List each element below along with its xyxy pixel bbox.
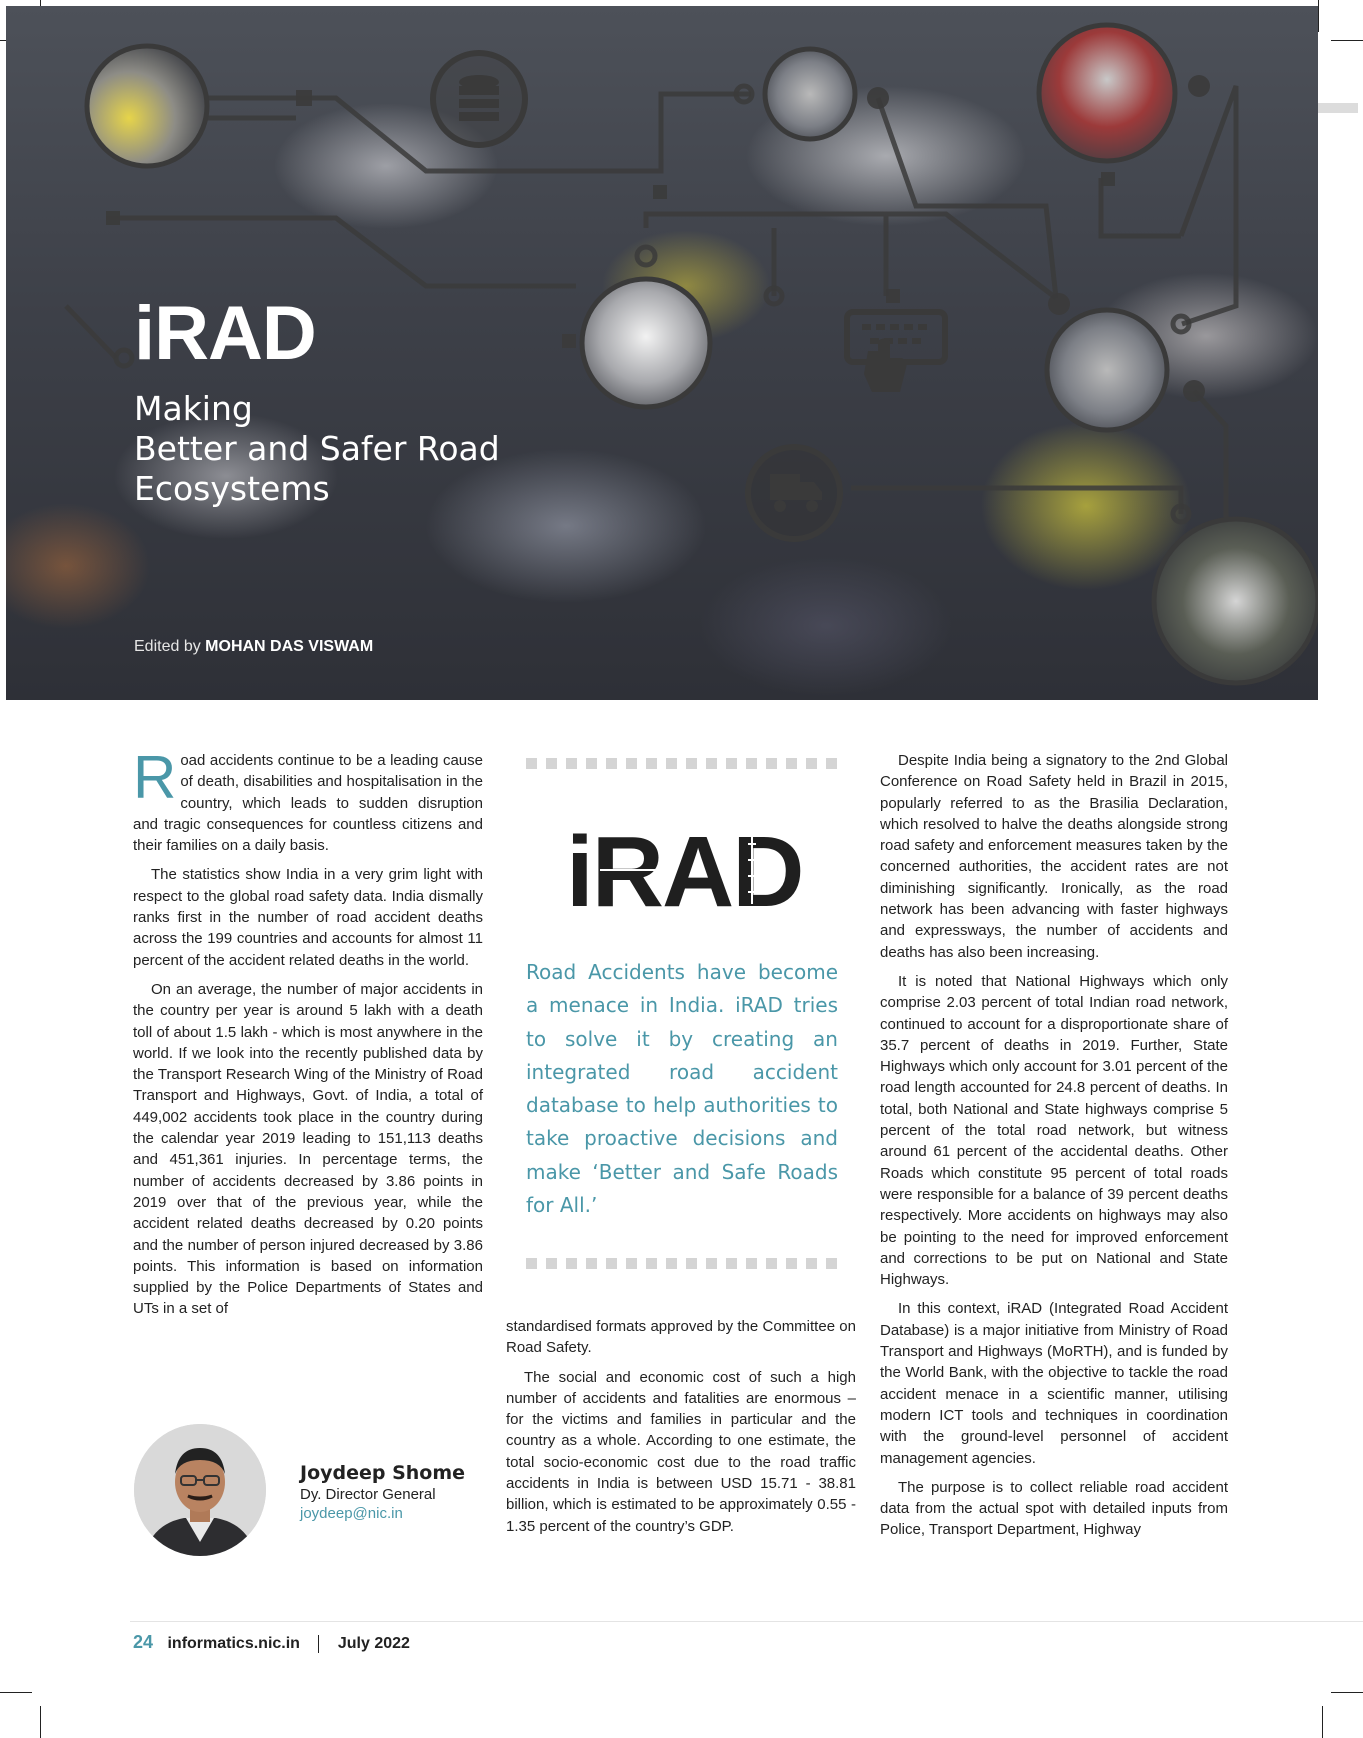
traffic-photo-circle (1047, 310, 1167, 430)
keyboard-touch-icon (847, 312, 945, 392)
article-paragraph: standardised formats approved by the Committee on Road Safety. (506, 1318, 856, 1357)
editor-prefix: Edited by (134, 638, 201, 655)
article-paragraph: The purpose is to collect reliable road accident data from the actual spot with detailed inputs from Police, Transport Department, Highway (880, 1478, 1228, 1539)
footer-separator (318, 1635, 319, 1653)
editor-credit (134, 638, 373, 656)
hero-subtitle-line: Better and Safer Road (134, 429, 500, 468)
article-paragraph: In this context, iRAD (Integrated Road Accident Database) is a major initiative from Ministry of Road Transport and Highways (MoRTH), and is funded by the World Bank, with the objective to tackle the road accident menace in a scientific manner, utilising modern ICT tools and techniques in coordination with the ground-level personnel of accident management agencies. (880, 1300, 1228, 1467)
hero-subtitle (134, 389, 554, 509)
traffic-photo-circle (87, 46, 207, 166)
traffic-photo-circle (765, 49, 855, 139)
crop-mark (1322, 1706, 1323, 1738)
page-edge-bar (1318, 103, 1358, 113)
logo-text: iRAD (566, 820, 803, 910)
author-role: Dy. Director General (300, 1486, 436, 1503)
article-column-1 (133, 744, 483, 1328)
truck-icon (748, 447, 840, 539)
author-avatar (134, 1424, 266, 1556)
article-paragraph: Despite India being a signatory to the 2nd Global Conference on Road Safety held in Brazil in 2015, popularly referred to as the Brasilia Declaration, which resolved to halve the deaths alongside strong road safety and enforcement measures taken by the concerned authorities, the accident rates are not diminishing significantly. Ironically, as the road network has been advancing with faster highways and expressways, the number of accidents and deaths has also been increasing. (880, 752, 1228, 961)
dotted-divider (526, 758, 840, 769)
page-footer (133, 1632, 410, 1653)
hero-title: iRAD (134, 291, 316, 376)
irad-logo (560, 820, 810, 910)
article-paragraph: The social and economic cost of such a high number of accidents and fatalities are enormous – for the victims and families in particular and the country as a whole. According to one estimate, the total socio-economic cost due to the road traffic accidents in India is between USD 15.71 - 38.81 billion, which is estimated to be approximately 0.55 - 1.35 percent of the country’s GDP. (506, 1368, 856, 1535)
traffic-photo-circle (582, 279, 710, 407)
traffic-photo-circle (1154, 519, 1318, 683)
crop-mark (1318, 0, 1319, 32)
crop-mark (1331, 1692, 1363, 1693)
author-portrait (134, 1424, 266, 1556)
page-number: 24 (133, 1632, 154, 1652)
crop-mark (40, 1706, 41, 1738)
pull-quote: Road Accidents have become a menace in India. iRAD tries to solve it by creating an integrated road accident database to help authorities to take proactive decisions and make ‘Better and Safe Roads for All.’ (526, 960, 838, 1218)
footer-divider (130, 1621, 1363, 1622)
database-icon (433, 53, 525, 145)
hero-subtitle-line: Making (134, 389, 253, 428)
crop-mark (1331, 40, 1363, 41)
author-name: Joydeep Shome (300, 1462, 466, 1484)
article-paragraph: The statistics show India in a very grim light with respect to the global road safety data. India dismally ranks first in the number of road accident deaths across the 199 countries and accounts for almost 11 percent of the accident related deaths in the world. (133, 866, 483, 969)
article-paragraph: On an average, the number of major accidents in the country per year is around 5 lakh with a death toll of about 1.5 lakh - which is most anywhere in the world. If we look into the recently published data by the Transport Research Wing of the Ministry of Road Transport and Highways, Govt. of India, a total of 449,002 accidents took place in the country during the calendar year 2019 leading to 151,113 deaths and 451,361 injuries. In percentage terms, the number of accidents decreased by 3.86 points in 2019 over that of the previous year, while the accident related deaths decreased by 0.20 points and the number of person injured decreased by 3.86 points. This information is based on information supplied by the Police Departments of States and UTs in a set of (133, 980, 483, 1318)
paragraph-text: oad accidents continue to be a leading cause of death, disabilities and hospitalisation in the country, which leads to sudden disruption and tragic consequences for countless citizens and their families on a daily basis. (133, 752, 483, 855)
irad-logo-graphic (560, 820, 810, 910)
dotted-divider (526, 1258, 840, 1269)
article-column-2 (506, 1316, 856, 1545)
author-email-link[interactable]: joydeep@nic.in (300, 1505, 403, 1522)
hero-subtitle-line: Ecosystems (134, 469, 330, 508)
traffic-photo-circle (1039, 25, 1175, 161)
article-column-3 (880, 750, 1228, 1549)
article-paragraph: It is noted that National Highways which only comprise 2.03 percent of total Indian road network, continued to account for a disproportionate share of 35.7 percent of deaths in 2019. Further, State Highways which only account for 3.01 percent of the road length accounted for 24.8 percent of deaths. In total, both National and State highways comprise 5 percent of the total road network, but witness around 61 percent of the accidental deaths. Other Roads which constitute 95 percent of total roads were responsible for a balance of 39 percent deaths respectively. More accidents on highways may also be pointing to the need for improved enforcement and corrections to be put on National and State Highways. (880, 972, 1228, 1289)
article-paragraph (133, 744, 483, 856)
drop-cap: R (133, 744, 177, 811)
footer-site: informatics.nic.in (167, 1635, 300, 1652)
footer-date: July 2022 (337, 1635, 410, 1652)
editor-name: MOHAN DAS VISWAM (205, 638, 374, 655)
hero-banner (6, 6, 1318, 700)
crop-mark (0, 1692, 32, 1693)
